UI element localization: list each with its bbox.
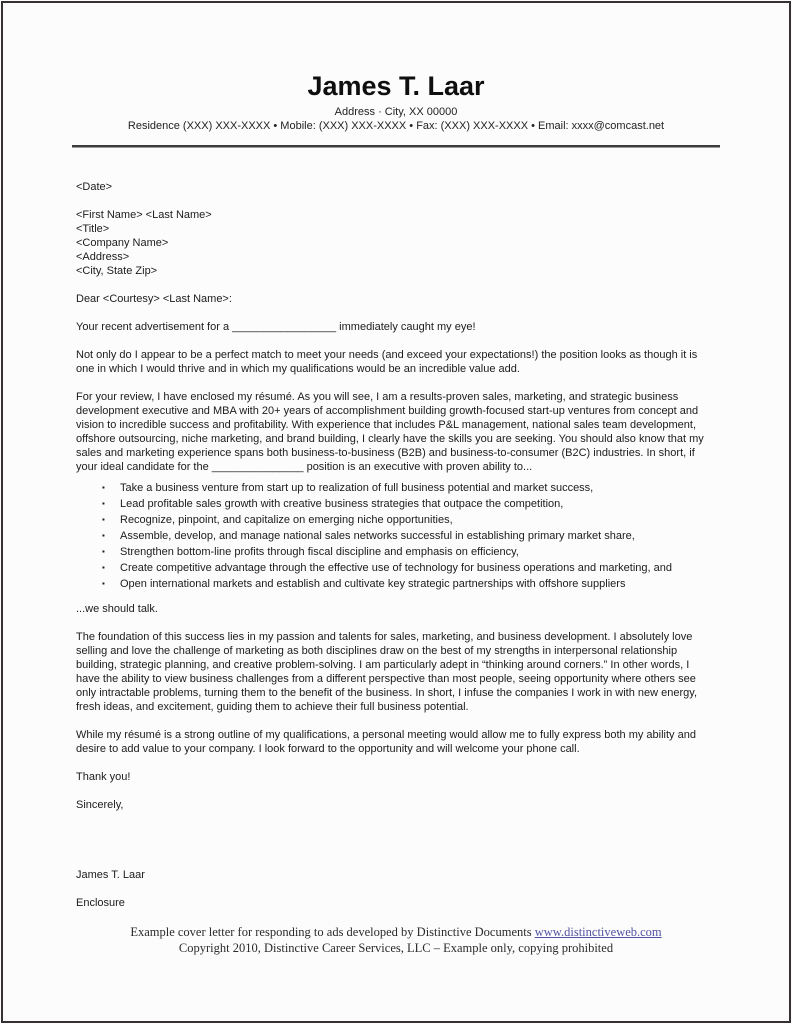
- square-bullet-icon: ▪: [102, 483, 105, 493]
- bullet-text: Open international markets and establish and cultivate key strategic partnerships with offshore suppliers: [120, 578, 626, 591]
- square-bullet-icon: ▪: [102, 499, 105, 509]
- bullet-item: [102, 512, 716, 528]
- salutation: Dear <Courtesy> <Last Name>:: [76, 293, 232, 306]
- bullet-text: Take a business venture from start up to realization of full business potential and market success,: [120, 482, 594, 495]
- recipient-line: <City, State Zip>: [76, 265, 158, 278]
- qualifications-list: [76, 480, 716, 592]
- contact-line: Residence (XXX) XXX-XXXX • Mobile: (XXX) XXX-XXXX • Fax: (XXX) XXX-XXXX • Email: xxxx@comcast.net: [127, 120, 665, 133]
- we-should-talk-line: ...we should talk.: [76, 603, 158, 616]
- paragraph-review: For your review, I have enclosed my résumé. As you will see, I am a results-proven sales, marketing, and strategic business development executive and MBA with 20+ years of accomplishment building growth-focused start-up ventures from concept and vision to incredible success and profitability. With experience that includes P&L management, national sales team development, offshore outsourcing, niche marketing, and brand building, I clearly have the skills you are seeking. You should also know that my sales and marketing experience spans both business-to-business (B2B) and business-to-consumer (B2C) industries. In short, if your ideal candidate for the _______________ position is an executive with proven ability to...: [76, 391, 704, 474]
- opening-line: Your recent advertisement for a _________________ immediately caught my eye!: [76, 321, 476, 334]
- footer-credit-text: Example cover letter for responding to ads developed by Distinctive Documents: [130, 925, 532, 939]
- paragraph-match: Not only do I appear to be a perfect match to meet your needs (and exceed your expectations!) the position looks as though it is one in which I would thrive and in which my qualifications would be an incredible value add.: [76, 349, 698, 376]
- bullet-text: Lead profitable sales growth with creative business strategies that outpace the competition,: [120, 498, 564, 511]
- footer-copyright: Copyright 2010, Distinctive Career Services, LLC – Example only, copying prohibited: [178, 941, 614, 955]
- date-placeholder: <Date>: [76, 181, 113, 194]
- address-line: Address · City, XX 00000: [334, 106, 458, 119]
- paragraph-foundation: The foundation of this success lies in my passion and talents for sales, marketing, and business development. I absolutely love selling and love the challenge of marketing as both disciplines draw on the best of my strengths in interpersonal relationship building, strategic planning, and creative problem-solving. I am particularly adept in “thinking around corners.” In other words, I have the ability to view business challenges from a different perspective than most people, seeing opportunity where others see only intractable problems, turning them to the benefit of the business. In short, I infuse the companies I work in with new energy, fresh ideas, and excitement, guiding them to achieve their full business potential.: [76, 631, 698, 714]
- footer-link[interactable]: www.distinctiveweb.com: [534, 925, 662, 939]
- letterhead: [0, 0, 792, 133]
- square-bullet-icon: ▪: [102, 563, 105, 573]
- bullet-item: [102, 544, 716, 560]
- paragraph-meeting: While my résumé is a strong outline of my qualifications, a personal meeting would allow me to fully express both my ability and desire to add value to your company. I look forward to the opportunity and will welcome your phone call.: [76, 729, 696, 756]
- recipient-line: <Address>: [76, 251, 130, 264]
- letter-body: [76, 180, 716, 910]
- recipient-line: <First Name> <Last Name>: [76, 209, 212, 222]
- bullet-text: Create competitive advantage through the effective use of technology for business operations and marketing, and: [120, 562, 672, 575]
- bullet-item: [102, 576, 716, 592]
- document-footer: [0, 924, 792, 956]
- recipient-line: <Company Name>: [76, 237, 169, 250]
- bullet-item: [102, 496, 716, 512]
- bullet-item: [102, 480, 716, 496]
- bullet-text: Recognize, pinpoint, and capitalize on emerging niche opportunities,: [120, 514, 453, 527]
- square-bullet-icon: ▪: [102, 547, 105, 557]
- page-title: James T. Laar: [307, 71, 485, 101]
- recipient-block: [76, 208, 716, 278]
- square-bullet-icon: ▪: [102, 579, 105, 589]
- recipient-line: <Title>: [76, 223, 110, 236]
- signature-name: James T. Laar: [76, 869, 145, 882]
- enclosure-line: Enclosure: [76, 897, 125, 910]
- header-divider: [72, 145, 720, 148]
- closing-line: Sincerely,: [76, 799, 124, 812]
- bullet-item: [102, 528, 716, 544]
- square-bullet-icon: ▪: [102, 531, 105, 541]
- bullet-item: [102, 560, 716, 576]
- square-bullet-icon: ▪: [102, 515, 105, 525]
- footer-credit-line: [0, 924, 792, 940]
- thank-you-line: Thank you!: [76, 771, 131, 784]
- bullet-text: Assemble, develop, and manage national sales networks successful in establishing primary market share,: [120, 530, 635, 543]
- bullet-text: Strengthen bottom-line profits through fiscal discipline and emphasis on efficiency,: [120, 546, 519, 559]
